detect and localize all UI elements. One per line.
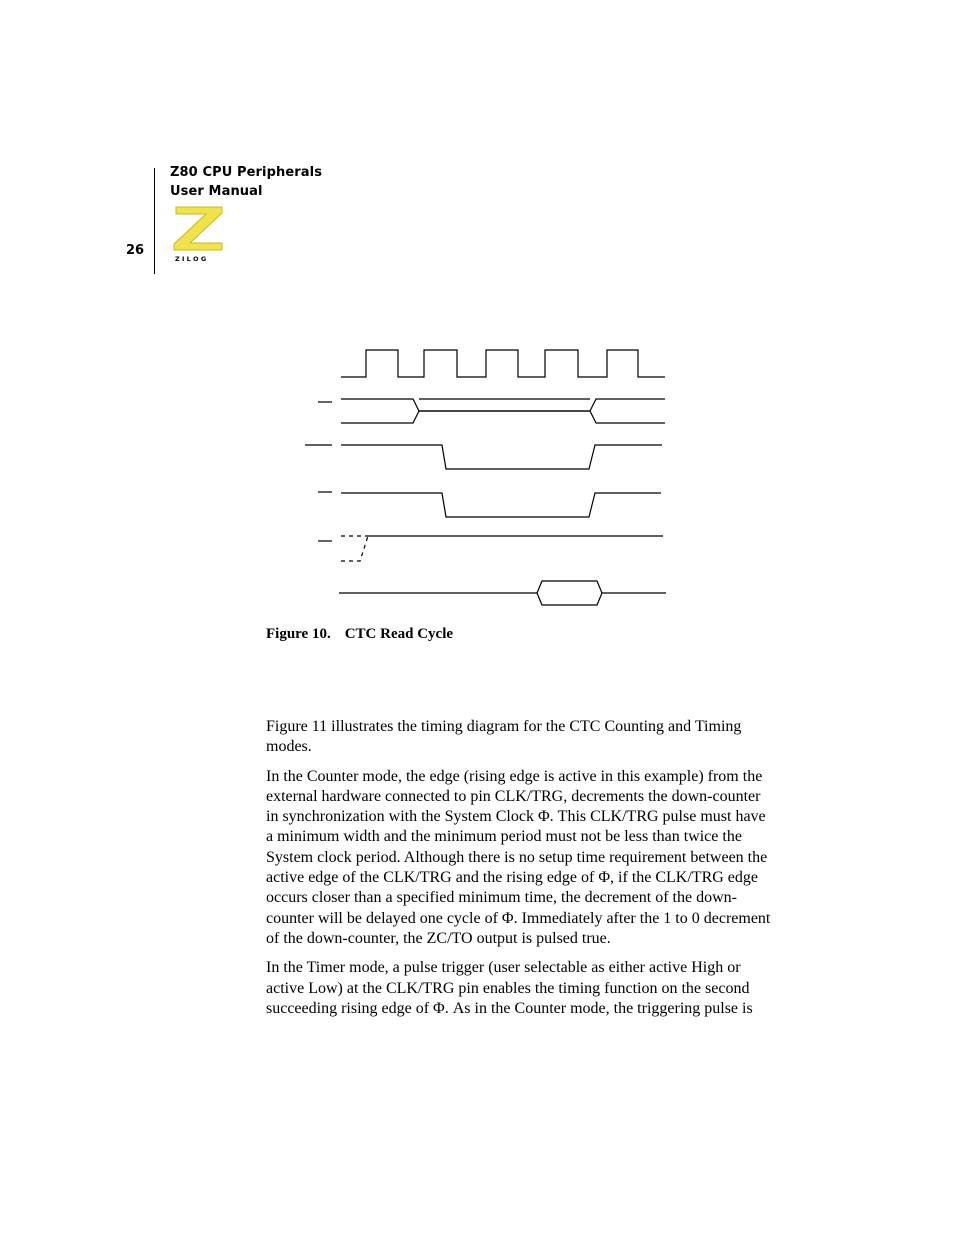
zilog-wordmark: Z I L O G [175,255,207,263]
signal6-data-window-top [339,581,666,593]
body-text [266,717,772,1028]
paragraph-3: In the Timer mode, a pulse trigger (user selectable as either active High or active Low) at the CLK/TRG pin enables the timing function on the second succeeding rising edge of Φ. As in the Counter mode, the triggering pulse is [266,959,753,1017]
figure-number: Figure 10. [266,626,331,642]
figure-title: CTC Read Cycle [344,626,454,642]
paragraph-1: Figure 11 illustrates the timing diagram for the CTC Counting and Timing modes. [266,718,742,756]
signal4-waveform [341,493,661,517]
timing-diagram-svg [300,340,680,612]
signal2-bus-top [341,399,665,411]
ctc-read-cycle-timing-diagram [300,340,680,617]
signal5-dashed-lower [341,536,368,561]
signal6-data-window-bottom [537,593,602,605]
paragraph-2: In the Counter mode, the edge (rising edge is active in this example) from the external hardware connected to pin CLK/TRG, decrements the down-counter in synchronization with the System Clock Φ. This CLK/TRG pulse must have a minimum width and the minimum period must not be less than twice the System clock period. Although there is no setup time requirement between the active edge of the CLK/TRG and the rising edge of Φ, if the CLK/TRG edge occurs closer than a specified minimum time, the decrement of the down-counter will be delayed one cycle of Φ. Immediately after the 1 to 0 decrement of the down-counter, the ZC/TO output is pulsed true. [266,767,771,947]
page-number: 26 [126,243,145,258]
manual-title-line2: User Manual [170,184,263,199]
signal2-bus-bottom [341,411,665,423]
zilog-logo-graphic [172,203,226,263]
manual-title-line1: Z80 CPU Peripherals [170,165,323,180]
signal3-waveform [341,445,662,469]
zilog-logo [172,203,226,268]
zilog-z-glyph [174,207,222,250]
figure-caption [266,626,453,643]
header-vertical-rule [154,168,155,274]
clock-waveform [341,350,665,377]
